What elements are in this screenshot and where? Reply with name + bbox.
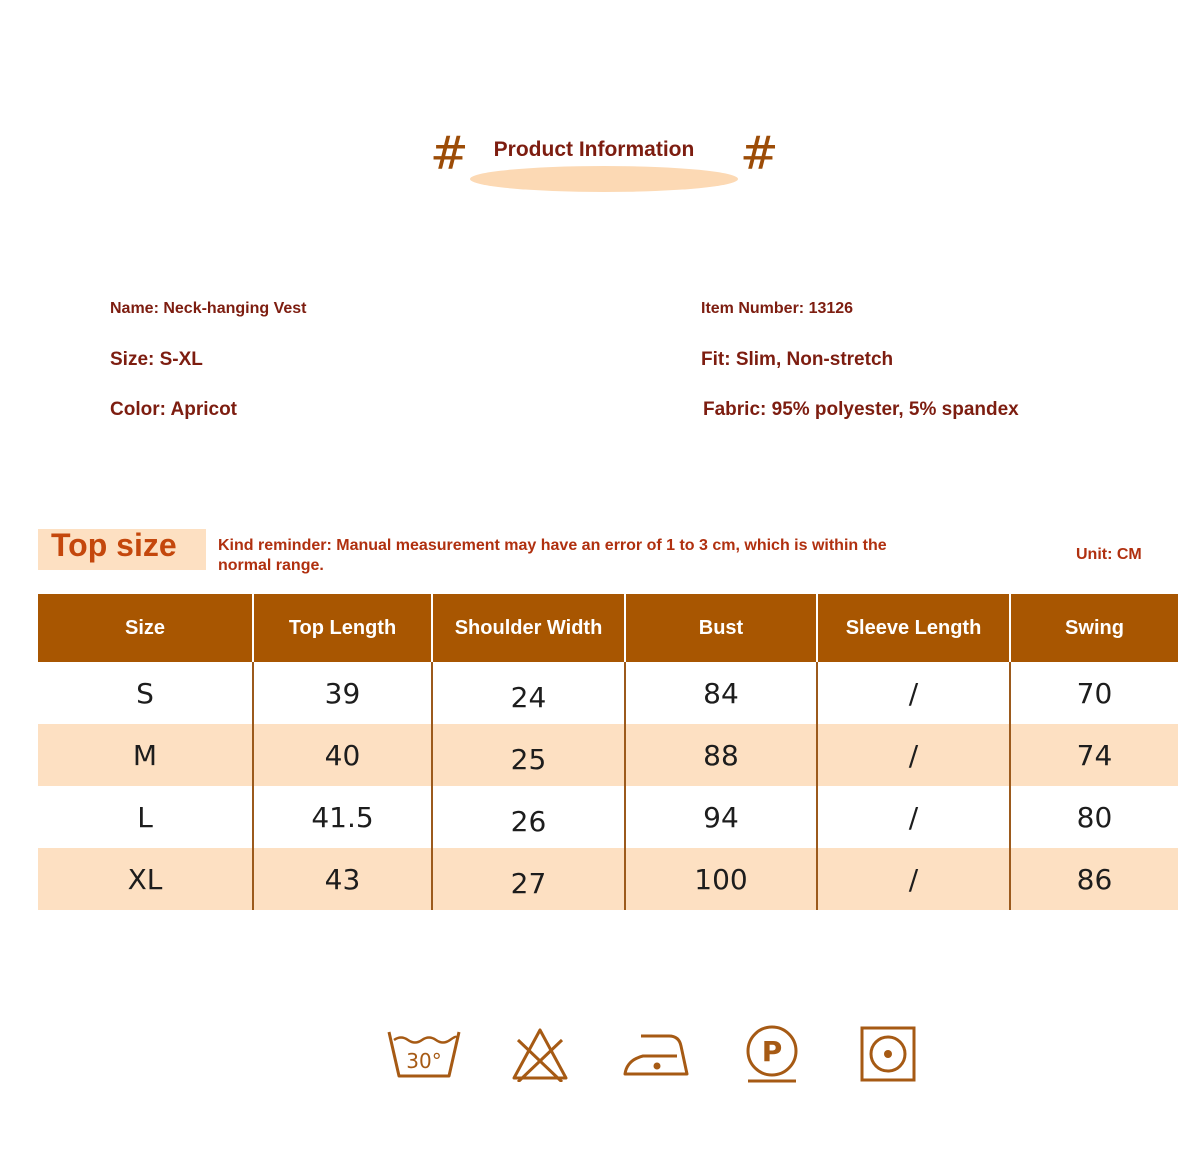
product-name: Name: Neck-hanging Vest <box>110 300 307 317</box>
table-cell: 41.5 <box>254 786 433 848</box>
no-bleach-icon <box>482 1024 598 1084</box>
table-cell: XL <box>38 848 254 910</box>
table-header-row <box>38 594 1178 662</box>
title-highlight <box>470 166 738 192</box>
header-shoulder-width: Shoulder Width <box>433 594 626 662</box>
table-cell: M <box>38 724 254 786</box>
header-swing: Swing <box>1011 594 1178 662</box>
header-bust: Bust <box>626 594 818 662</box>
table-cell: 39 <box>254 662 433 724</box>
hash-right: # <box>740 126 779 180</box>
header-sleeve-length: Sleeve Length <box>818 594 1011 662</box>
product-color: Color: Apricot <box>110 399 238 420</box>
table-row <box>38 786 1178 848</box>
page-title: Product Information <box>493 138 695 161</box>
unit-label: Unit: CM <box>1076 546 1142 563</box>
table-cell: / <box>818 848 1011 910</box>
dry-clean-letter: P <box>761 1035 783 1068</box>
table-row <box>38 724 1178 786</box>
low-iron-icon <box>598 1024 714 1084</box>
header-top-length: Top Length <box>254 594 433 662</box>
product-size: Size: S-XL <box>110 349 203 370</box>
table-cell: 94 <box>626 786 818 848</box>
table-cell: 88 <box>626 724 818 786</box>
wash-temp-label: 30° <box>406 1049 442 1073</box>
table-cell: 70 <box>1076 676 1113 710</box>
header-size: Size <box>38 594 254 662</box>
table-cell: / <box>818 662 1011 724</box>
table-cell: 80 <box>1076 800 1113 834</box>
product-fit: Fit: Slim, Non-stretch <box>701 349 894 370</box>
table-row <box>38 848 1178 910</box>
care-icons <box>366 1024 946 1084</box>
table-cell: 27 <box>433 848 626 910</box>
table-cell: 25 <box>433 724 626 786</box>
size-table <box>38 594 1178 910</box>
top-size-label: Top size <box>51 527 177 563</box>
table-cell: 86 <box>1011 848 1178 910</box>
table-cell: 26 <box>433 786 626 848</box>
hash-left: # <box>430 126 469 180</box>
measurement-reminder: Kind reminder: Manual measurement may have an error of 1 to 3 cm, which is within the normal range. <box>218 537 887 574</box>
table-cell: 43 <box>254 848 433 910</box>
table-cell: 40 <box>254 724 433 786</box>
tumble-dry-icon <box>830 1024 946 1084</box>
table-cell: L <box>38 786 254 848</box>
table-cell: / <box>818 786 1011 848</box>
wash-30-icon <box>366 1024 482 1084</box>
table-cell: 100 <box>626 848 818 910</box>
table-cell: 24 <box>433 662 626 724</box>
table-cell: 74 <box>1011 724 1178 786</box>
product-fabric: Fabric: 95% polyester, 5% spandex <box>703 399 1019 420</box>
table-row <box>38 662 1178 724</box>
table-cell: S <box>38 662 254 724</box>
table-cell: / <box>818 724 1011 786</box>
table-cell: 84 <box>626 662 818 724</box>
dry-clean-p-icon <box>714 1024 830 1084</box>
item-number: Item Number: 13126 <box>701 300 854 317</box>
